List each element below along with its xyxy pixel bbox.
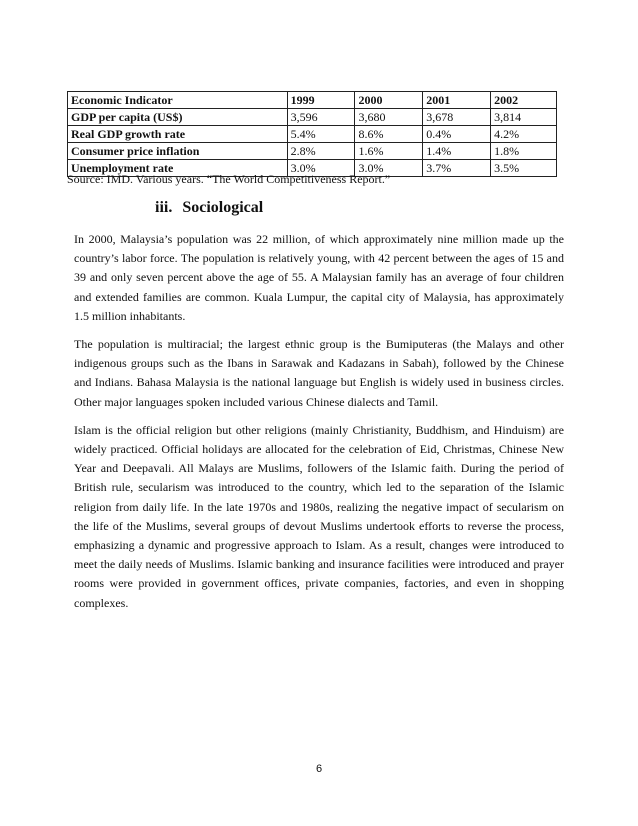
table-cell: 1.6% bbox=[355, 143, 423, 160]
table-row bbox=[68, 126, 557, 143]
table-row-label: Unemployment rate bbox=[68, 160, 288, 177]
table-cell: 1.4% bbox=[423, 143, 491, 160]
table-header-cell: 1999 bbox=[287, 92, 355, 109]
page-number: 6 bbox=[315, 763, 323, 775]
body-text bbox=[74, 230, 564, 622]
table-source-note: Source: IMD. Various years. “The World Competitiveness Report.” bbox=[67, 172, 391, 186]
table-header-cell: 2001 bbox=[423, 92, 491, 109]
table-row bbox=[68, 109, 557, 126]
table-row-label: GDP per capita (US$) bbox=[68, 109, 288, 126]
paragraph: Islam is the official religion but other religions (mainly Christianity, Buddhism, and Hinduism) are widely practiced. Official holidays are allocated for the celebration of Eid, Christmas, Chinese New Year and Deepavali. All Malays are Muslims, followers of the Islamic faith. During the period of British rule, secularism was introduced to the country, which led to the separation of the Islamic religion from daily life. In the late 1970s and 1980s, realizing the negative impact of secularism on the life of the Muslims, several groups of devout Muslims undertook efforts to reverse the process, emphasizing a dynamic and progressive approach to Islam. As a result, changes were introduced to meet the daily needs of Muslims. Islamic banking and insurance facilities were introduced and prayer rooms were provided in government offices, private companies, factories, and even in shopping complexes. bbox=[74, 422, 564, 610]
paragraph: The population is multiracial; the largest ethnic group is the Bumiputeras (the Malays and other indigenous groups such as the Ibans in Sarawak and Kadazans in Sabah), followed by the Chinese and Indians. Bahasa Malaysia is the national language but English is widely used in business circles. Other major languages spoken included various Chinese dialects and Tamil. bbox=[74, 337, 564, 409]
table-row bbox=[68, 143, 557, 160]
table-cell: 4.2% bbox=[491, 126, 557, 143]
table-cell: 3,678 bbox=[423, 109, 491, 126]
table-cell: 3,596 bbox=[287, 109, 355, 126]
section-number: iii. bbox=[155, 199, 173, 216]
table-cell: 0.4% bbox=[423, 126, 491, 143]
table-cell: 3.0% bbox=[355, 160, 423, 177]
table-header-cell: 2000 bbox=[355, 92, 423, 109]
table-cell: 3,814 bbox=[491, 109, 557, 126]
table-row-label: Real GDP growth rate bbox=[68, 126, 288, 143]
table-header-cell: 2002 bbox=[491, 92, 557, 109]
paragraph: In 2000, Malaysia’s population was 22 million, of which approximately nine million made up the country’s labor force. The population is relatively young, with 42 percent between the ages of 15 and 39 and only seven percent above the age of 55. A Malaysian family has an average of four children and extended families are common. Kuala Lumpur, the capital city of Malaysia, has approximately 1.5 million inhabitants. bbox=[74, 232, 564, 323]
table-row-label: Consumer price inflation bbox=[68, 143, 288, 160]
table-header-cell: Economic Indicator bbox=[68, 92, 288, 109]
section-heading bbox=[155, 199, 263, 217]
table-cell: 3.5% bbox=[491, 160, 557, 177]
table-cell: 3.7% bbox=[423, 160, 491, 177]
table-header-row bbox=[68, 92, 557, 109]
table-cell: 1.8% bbox=[491, 143, 557, 160]
table-cell: 8.6% bbox=[355, 126, 423, 143]
table-cell: 5.4% bbox=[287, 126, 355, 143]
table-cell: 2.8% bbox=[287, 143, 355, 160]
economic-indicators-table bbox=[67, 91, 557, 177]
table-cell: 3,680 bbox=[355, 109, 423, 126]
table-cell: 3.0% bbox=[287, 160, 355, 177]
section-title: Sociological bbox=[182, 199, 264, 216]
